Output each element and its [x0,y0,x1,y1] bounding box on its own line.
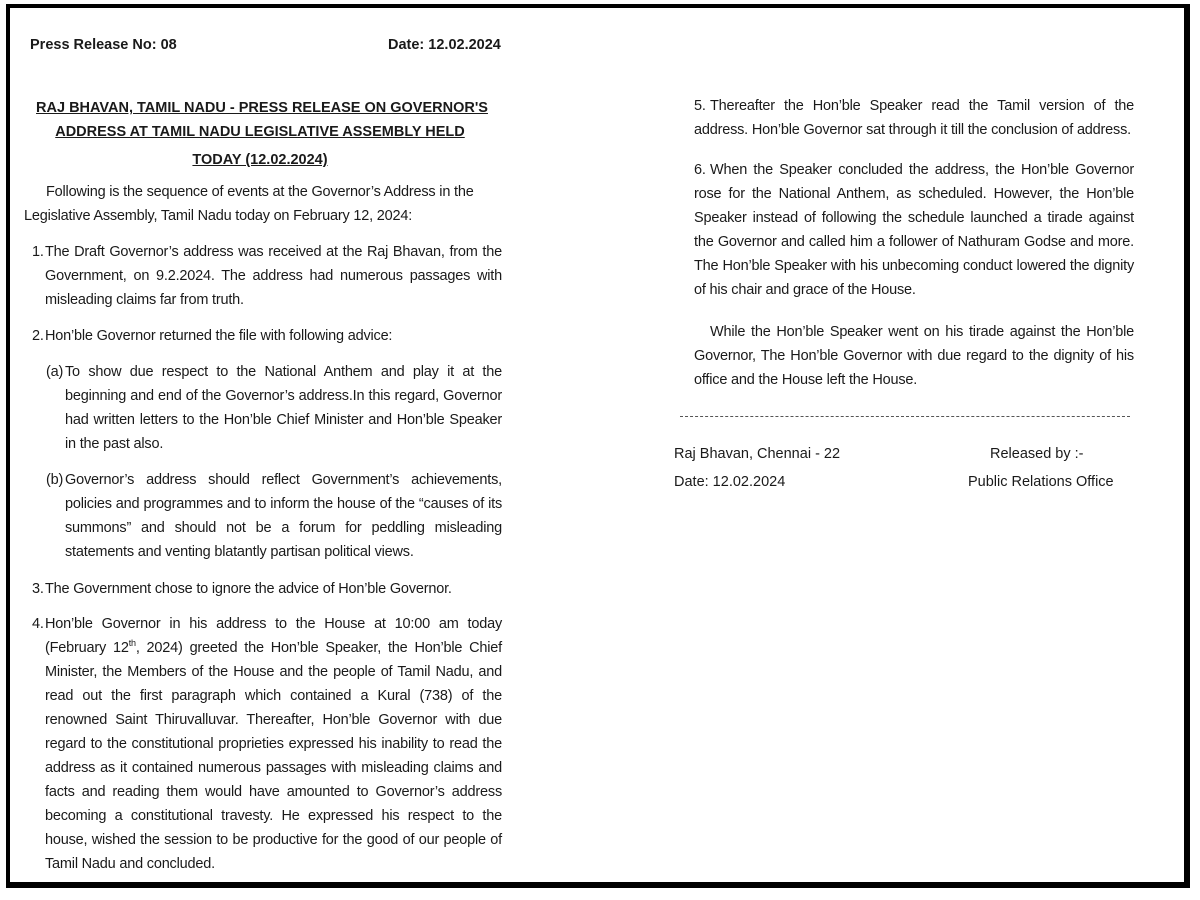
item-4 [32,612,502,876]
title-line-1: RAJ BHAVAN, TAMIL NADU - PRESS RELEASE ON GOVERNOR'S [36,100,488,116]
closing-paragraph: While the Hon’ble Speaker went on his tirade against the Hon’ble Governor, The Hon’ble Governor with due regard to the dignity of his office and the House left the House. [694,324,1134,388]
item-3-text: The Government chose to ignore the advice of Hon’ble Governor. [45,581,452,597]
item-2b-text: Governor’s address should reflect Government’s achievements, policies and programmes and to inform the house of the “causes of its summons” and should not be a forum for peddling misleading statements and venting blatantly partisan political views. [65,472,502,560]
item-1 [32,240,502,312]
dashed-divider [680,416,1130,417]
footer-date: Date: 12.02.2024 [674,474,786,490]
item-5 [694,94,1134,142]
item-4-superscript: th [128,638,136,649]
item-1-text: The Draft Governor’s address was received at the Raj Bhavan, from the Government, on 9.2.2024. The address had numerous passages with misleading claims far from truth. [45,244,502,308]
released-by-label: Released by :- [990,446,1084,462]
item-6-text: When the Speaker concluded the address, the Hon’ble Governor rose for the National Anthem, as scheduled. However, the Hon’ble Speaker instead of following the schedule launched a tirade against the Governor and called him a follower of Nathuram Godse and more. The Hon’ble Speaker with his unbecoming conduct lowered the dignity of his chair and grace of the House. [694,162,1134,298]
intro-line-1: Following is the sequence of events at the Governor’s Address in the [46,184,474,200]
item-2 [32,324,502,348]
item-2b [46,468,502,564]
item-2b-label: (b) [46,472,64,488]
release-date: Date: 12.02.2024 [388,37,501,53]
item-3-number: 3. [32,581,44,597]
public-relations-office: Public Relations Office [968,474,1114,490]
item-2-text: Hon’ble Governor returned the file with following advice: [45,328,393,344]
title-line-2: ADDRESS AT TAMIL NADU LEGISLATIVE ASSEMBLY HELD [55,124,465,140]
item-2-number: 2. [32,328,44,344]
intro-line-2: Legislative Assembly, Tamil Nadu today on February 12, 2024: [24,208,413,224]
item-2a-label: (a) [46,364,64,380]
footer-place: Raj Bhavan, Chennai - 22 [674,446,841,462]
item-6 [694,158,1134,302]
item-1-number: 1. [32,244,44,260]
item-2a [46,360,502,456]
item-3 [32,577,502,601]
item-5-number: 5. [694,98,706,114]
item-6-number: 6. [694,162,706,178]
press-release-number: Press Release No: 08 [30,37,177,53]
item-4-text [45,612,502,876]
item-4-text-start: Hon’ble Governor in his address to the House at 10:00 am today (February 12 [45,616,502,656]
item-5-text: Thereafter the Hon’ble Speaker read the Tamil version of the address. Hon’ble Governor sat through it till the conclusion of address. [694,98,1134,138]
title-line-3: TODAY (12.02.2024) [192,152,328,168]
item-2a-text: To show due respect to the National Anthem and play it at the beginning and end of the Governor’s address.In this regard, Governor had written letters to the Hon’ble Chief Minister and Hon’ble Speaker in the past also. [65,364,502,452]
item-4-number: 4. [32,616,44,632]
item-4-text-rest: , 2024) greeted the Hon’ble Speaker, the Hon’ble Chief Minister, the Members of the House and the people of Tamil Nadu, and read out the first paragraph which contained a Kural (738) of the renowned Saint Thiruvalluvar. Thereafter, Hon’ble Governor with due regard to the constitutional proprieties expressed his inability to read the address as it contained numerous passages with misleading claims and facts and reading them would have amounted to Governor’s address becoming a constitutional travesty. He expressed his respect to the house, wished the session to be productive for the good of our people of Tamil Nadu and concluded. [45,640,502,872]
